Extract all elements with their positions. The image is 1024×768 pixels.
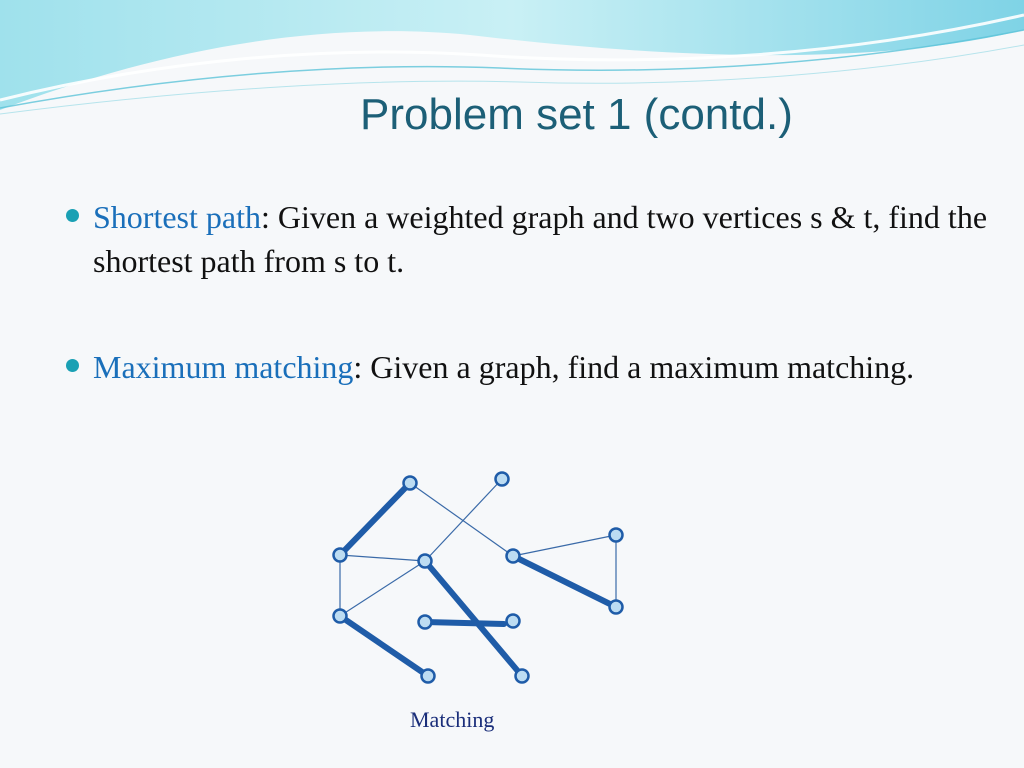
matching-edge xyxy=(425,622,504,624)
matching-edge xyxy=(342,483,410,553)
matching-edge xyxy=(340,616,428,676)
graph-vertex xyxy=(334,549,347,562)
figure-caption: Matching xyxy=(410,707,495,732)
graph-vertex xyxy=(334,610,347,623)
graph-vertex xyxy=(507,550,520,563)
matching-edge xyxy=(513,556,616,607)
graph-edge xyxy=(425,479,502,561)
graph-vertex xyxy=(422,670,435,683)
graph-vertex xyxy=(516,670,529,683)
graph-edge xyxy=(340,561,425,616)
graph-vertex xyxy=(507,615,520,628)
graph-vertex xyxy=(610,529,623,542)
graph-edges xyxy=(340,479,616,616)
graph-edge xyxy=(340,555,425,561)
graph-edge xyxy=(410,483,513,556)
slide-title: Problem set 1 (contd.) xyxy=(360,90,793,139)
matching-edges xyxy=(340,483,616,676)
bullet-term: Shortest path xyxy=(93,199,261,235)
bullet-term: Maximum matching xyxy=(93,349,354,385)
graph-vertex xyxy=(404,477,417,490)
graph-vertex xyxy=(496,473,509,486)
graph-vertex xyxy=(419,555,432,568)
graph-vertex xyxy=(610,601,623,614)
bullet-text: : Given a weighted graph and two vertices s & t, find the shortest path from s to t. xyxy=(93,199,988,279)
bullet-text: : Given a graph, find a maximum matching. xyxy=(353,349,915,385)
graph-vertex xyxy=(419,616,432,629)
graph-edge xyxy=(513,535,616,556)
